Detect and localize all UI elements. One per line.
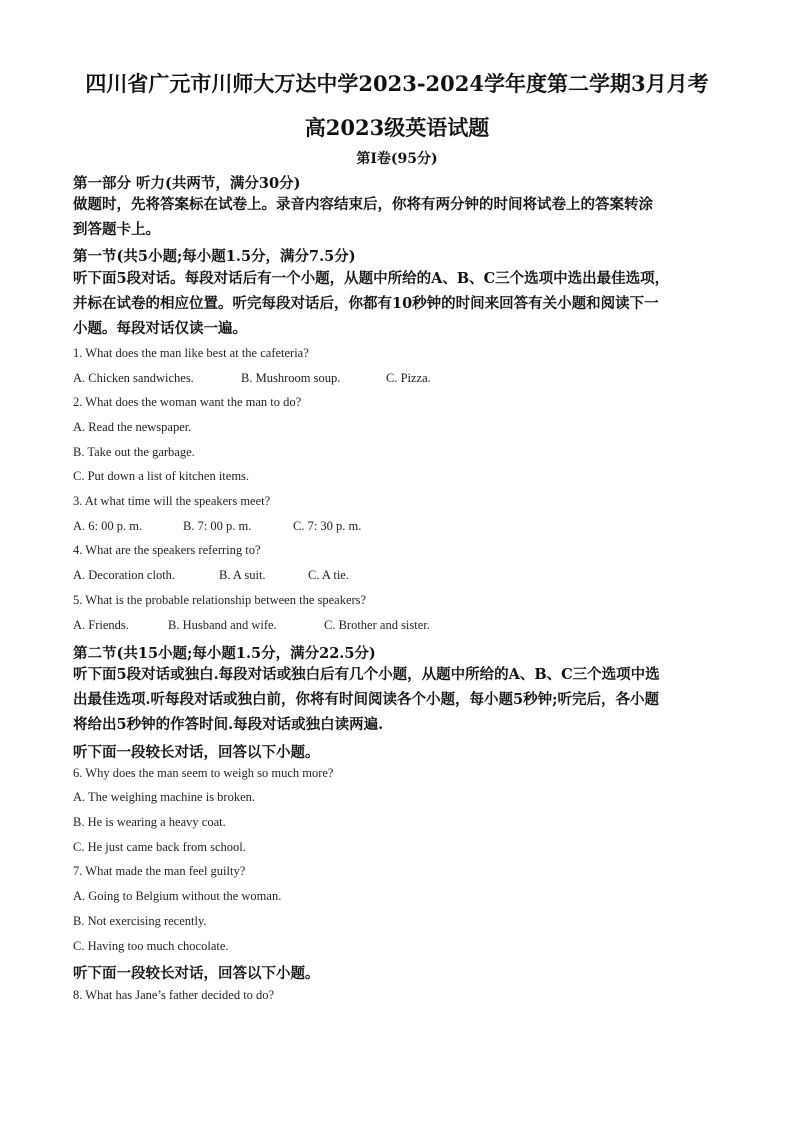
option-a: A. Friends.	[73, 618, 129, 632]
section2-heading: 第二节(共15小题;每小题1.5分，满分22.5分)	[73, 645, 376, 662]
option-a: A. Decoration cloth.	[73, 568, 176, 582]
option-c: C. 7: 30 p. m.	[293, 519, 362, 533]
question-stem: 7. What made the man feel guilty?	[73, 864, 246, 878]
instruction-line: 听下面5段对话。每段对话后有一个小题，从题中所给的A、B、C三个选项中选出最佳选项，	[73, 270, 670, 287]
option-a: A. The weighing machine is broken.	[73, 790, 256, 804]
option-b: B. Take out the garbage.	[73, 445, 195, 459]
question-stem: 3. At what time will the speakers meet?	[73, 494, 271, 508]
listening-prompt: 听下面一段较长对话，回答以下小题。	[73, 744, 320, 761]
exam-title-line1: 四川省广元市川师大万达中学2023-2024学年度第二学期3月月考	[85, 71, 709, 96]
option-b: B. Husband and wife.	[168, 618, 277, 632]
option-c: C. Put down a list of kitchen items.	[73, 469, 250, 483]
exam-title-line2: 高2023级英语试题	[304, 115, 490, 140]
instruction-line: 小题。每段对话仅读一遍。	[73, 320, 247, 337]
question-options	[73, 519, 361, 534]
section1-instructions	[73, 266, 723, 341]
question-stem: 4. What are the speakers referring to?	[73, 543, 261, 557]
instruction-line: 将给出5秒钟的作答时间.每段对话或独白读两遍.	[73, 716, 384, 733]
instruction-line: 听下面5段对话或独白.每段对话或独白后有几个小题，从题中所给的A、B、C三个选项中选	[73, 666, 660, 683]
option-c: C. A tie.	[308, 568, 349, 582]
part1-instructions	[73, 192, 723, 242]
option-b: B. 7: 00 p. m.	[183, 519, 252, 533]
instruction-line: 并标在试卷的相应位置。听完每段对话后，你都有10秒钟的时间来回答有关小题和阅读下一	[73, 295, 659, 312]
question-stem: 5. What is the probable relationship between the speakers?	[73, 593, 367, 607]
option-a: A. Chicken sandwiches.	[73, 371, 194, 385]
option-a: A. Going to Belgium without the woman.	[73, 889, 282, 903]
option-b: B. He is wearing a heavy coat.	[73, 815, 226, 829]
option-c: C. Having too much chocolate.	[73, 939, 229, 953]
option-b: B. Not exercising recently.	[73, 914, 207, 928]
option-c: C. Pizza.	[386, 371, 431, 385]
question-stem: 8. What has Jane’s father decided to do?	[73, 988, 275, 1002]
part1-heading: 第一部分 听力(共两节，满分30分)	[73, 175, 301, 192]
option-a: A. Read the newspaper.	[73, 420, 192, 434]
question-options	[73, 371, 431, 386]
option-a: A. 6: 00 p. m.	[73, 519, 143, 533]
instruction-line: 到答题卡上。	[73, 221, 160, 238]
instruction-line: 做题时，先将答案标在试卷上。录音内容结束后，你将有两分钟的时间将试卷上的答案转涂	[73, 196, 653, 213]
question-stem: 1. What does the man like best at the cafeteria?	[73, 346, 309, 360]
question-stem: 2. What does the woman want the man to do?	[73, 395, 302, 409]
option-c: C. He just came back from school.	[73, 840, 246, 854]
question-options	[73, 568, 349, 583]
option-c: C. Brother and sister.	[324, 618, 430, 632]
instruction-line: 出最佳选项.听每段对话或独白前，你将有时间阅读各个小题，每小题5秒钟;听完后，各小题	[73, 691, 659, 708]
option-b: B. Mushroom soup.	[241, 371, 341, 385]
section2-instructions	[73, 662, 723, 737]
section1-heading: 第一节(共5小题;每小题1.5分，满分7.5分)	[73, 248, 356, 265]
question-options	[73, 618, 430, 633]
listening-prompt: 听下面一段较长对话，回答以下小题。	[73, 965, 320, 982]
volume-label: 第Ⅰ卷(95分)	[356, 151, 438, 167]
question-stem: 6. Why does the man seem to weigh so much more?	[73, 766, 334, 780]
option-b: B. A suit.	[219, 568, 266, 582]
